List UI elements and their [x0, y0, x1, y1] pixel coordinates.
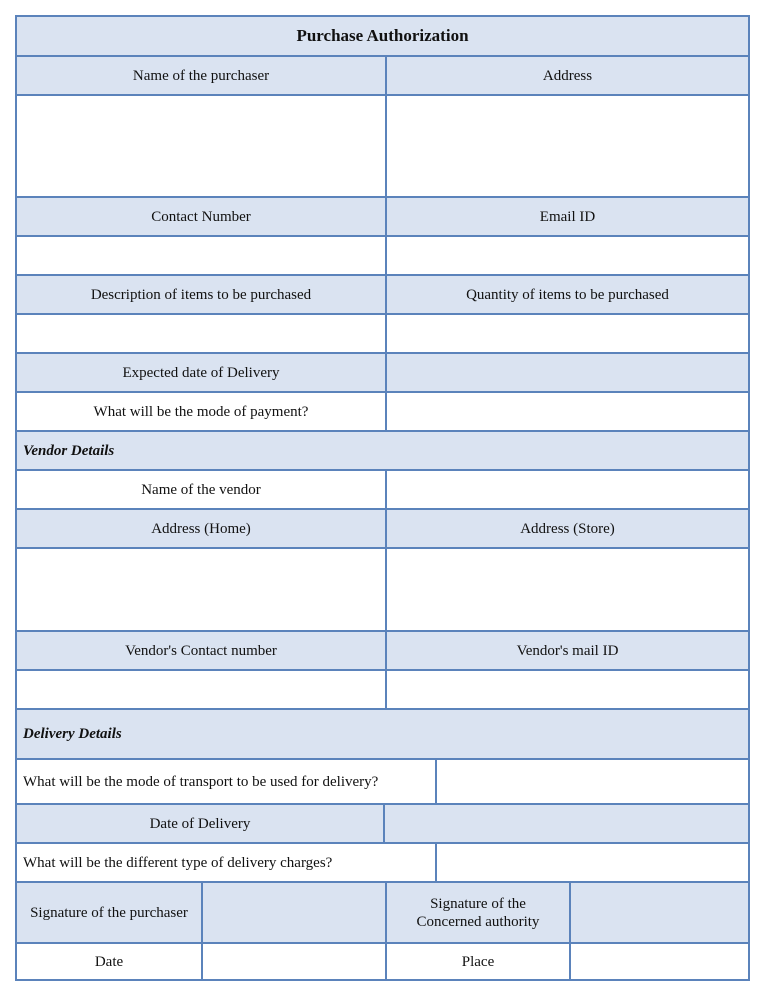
date-label: Date	[17, 944, 201, 979]
authority-signature-label	[385, 883, 569, 942]
payment-mode-row	[17, 393, 748, 432]
payment-mode-field[interactable]	[385, 393, 748, 430]
vendor-mail-field[interactable]	[385, 671, 748, 708]
expected-date-row	[17, 354, 748, 393]
vendor-address-home-field[interactable]	[17, 549, 385, 630]
delivery-charges-label: What will be the different type of delivery charges?	[17, 844, 435, 881]
delivery-section-row	[17, 710, 748, 760]
transport-mode-row	[17, 760, 748, 805]
purchaser-signature-label: Signature of the purchaser	[17, 883, 201, 942]
vendor-contact-header-row	[17, 632, 748, 671]
purchaser-header-row	[17, 57, 748, 96]
purchaser-input-row	[17, 96, 748, 198]
vendor-address-store-field[interactable]	[385, 549, 748, 630]
purchaser-name-field[interactable]	[17, 96, 385, 196]
delivery-date-row	[17, 805, 748, 844]
expected-date-field[interactable]	[385, 354, 748, 391]
contact-header-row	[17, 198, 748, 237]
authority-signature-label-line2: Concerned authority	[416, 913, 540, 930]
purchase-authorization-form	[15, 15, 750, 981]
authority-signature-label-line1: Signature of the	[430, 895, 526, 912]
signature-row	[17, 883, 748, 944]
vendor-mail-label: Vendor's mail ID	[385, 632, 748, 669]
date-place-row	[17, 944, 748, 979]
purchaser-address-label: Address	[385, 57, 748, 94]
vendor-address-header-row	[17, 510, 748, 549]
form-title-row	[17, 17, 748, 57]
vendor-address-store-label: Address (Store)	[385, 510, 748, 547]
transport-mode-field[interactable]	[435, 760, 748, 803]
expected-date-label: Expected date of Delivery	[17, 354, 385, 391]
delivery-charges-field[interactable]	[435, 844, 748, 881]
items-header-row	[17, 276, 748, 315]
vendor-name-field[interactable]	[385, 471, 748, 508]
vendor-contact-input-row	[17, 671, 748, 710]
payment-mode-label: What will be the mode of payment?	[17, 393, 385, 430]
vendor-section-title: Vendor Details	[17, 432, 748, 469]
form-title: Purchase Authorization	[17, 17, 748, 55]
vendor-address-input-row	[17, 549, 748, 632]
purchaser-signature-field[interactable]	[201, 883, 385, 942]
delivery-section-title: Delivery Details	[17, 710, 748, 758]
items-quantity-field[interactable]	[385, 315, 748, 352]
items-description-field[interactable]	[17, 315, 385, 352]
vendor-name-row	[17, 471, 748, 510]
authority-signature-field[interactable]	[569, 883, 748, 942]
vendor-contact-field[interactable]	[17, 671, 385, 708]
place-label: Place	[385, 944, 569, 979]
contact-number-label: Contact Number	[17, 198, 385, 235]
contact-input-row	[17, 237, 748, 276]
items-quantity-label: Quantity of items to be purchased	[385, 276, 748, 313]
items-input-row	[17, 315, 748, 354]
purchaser-address-field[interactable]	[385, 96, 748, 196]
transport-mode-label: What will be the mode of transport to be used for delivery?	[17, 760, 435, 803]
purchaser-name-label: Name of the purchaser	[17, 57, 385, 94]
date-field[interactable]	[201, 944, 385, 979]
email-id-label: Email ID	[385, 198, 748, 235]
email-id-field[interactable]	[385, 237, 748, 274]
items-description-label: Description of items to be purchased	[17, 276, 385, 313]
vendor-section-row	[17, 432, 748, 471]
contact-number-field[interactable]	[17, 237, 385, 274]
delivery-charges-row	[17, 844, 748, 883]
vendor-contact-label: Vendor's Contact number	[17, 632, 385, 669]
delivery-date-field[interactable]	[383, 805, 748, 842]
vendor-address-home-label: Address (Home)	[17, 510, 385, 547]
place-field[interactable]	[569, 944, 748, 979]
delivery-date-label: Date of Delivery	[17, 805, 383, 842]
vendor-name-label: Name of the vendor	[17, 471, 385, 508]
